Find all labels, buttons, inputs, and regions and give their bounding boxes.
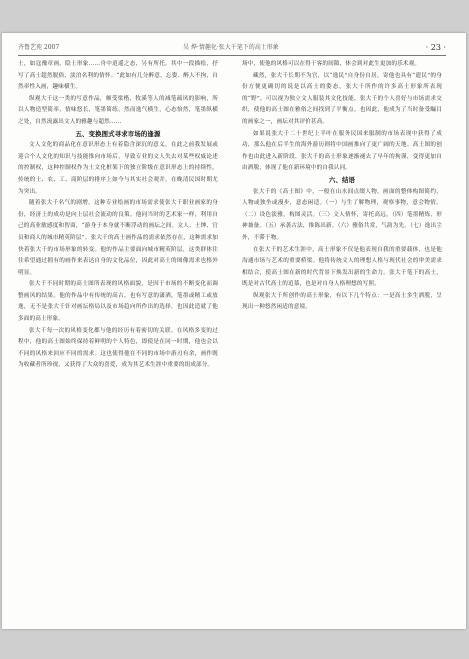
header-rule xyxy=(18,55,446,56)
paragraph: 文人文化的商品化在意识形态上有着隐含深沉的意义，在此之前我发展或迎合个人文化的知识与技能推向市场后，导致专业的文人失去对某些权威论述的控制权，这种控制权作为士文化框架下的独立阶级在意识形态上的持续性。传统的士、农、工、商阶层的排序上如今与其实社会观并，在晚清民国时期尤为突出。 xyxy=(18,142,218,195)
section-heading: 五、变换图式寻求市场的逢源 xyxy=(75,129,161,138)
left-column xyxy=(18,59,218,619)
paragraph: 张大千每一次的风格变化都与他的经历有着密切的关联。在风格多变的过程中，他的高士图始终保持着鲜明的个人特色，即使是在同一时期，他也会以不同的风格来回应不同的需求。这也使得他在不同的市场中游刃有余，画作既为收藏者所珍视，又获得了大众的喜爱，成为其艺术生涯中重要的组成部分。 xyxy=(18,327,218,369)
right-column xyxy=(242,59,442,619)
page-header xyxy=(18,42,446,54)
paragraph: 在张大千的艺术生涯中，高士形象不仅是他表现自我的重要载体，也是他沟通市场与艺术的重要桥梁。他将传统文人的理想人格与现代社会的审美需求相结合，使高士图在新的时代背景下焕发出新的生命力。张大千笔下的高士，既是对古代高士的追慕，也是对自身人格理想的写照。 xyxy=(242,246,442,288)
paragraph: 纵观张大千所创作的高士形象，有以下几个特点：一是高士多生洒脱，呈现出一种悠然闲适的意境。 xyxy=(242,292,442,311)
paragraph: 纵观大千这一类的写意作品，颇受梁楷、牧溪等人的减笔疏风的影响，所以人物造型简率，情味悠长，笔墨简练，然而逸气横生，心态怡然，笔墨纵横之处，自然流露出文人的雅趣与超然…… xyxy=(18,95,218,125)
paragraph: 如果说张大千二十世纪上半叶在服务民国来服制的市场表现中获得了成功，那么他在后半生的海外游历则将中国画推向了更广阔的天地。高士图的创作也由此进入新阶段，张大千的高士形象逐渐褪去了早年的拘谨，变得更加自由洒脱，体现了他在新环境中的自我认同。 xyxy=(242,130,442,172)
paragraph: 藏然，张大千长期不为官，以“逸民”自身份自居，寄他也具有“遗民”的身份方便更确切的说是以高士的姿态，张大千所作的许多高士形象所表现的“野”，可以视为独立文人服装其文化技能，张大千的个人喜好与市场需求交织，使他的高士图在雅俗之间找到了平衡点。也因此，他成为了当时备受瞩目的画家之一，画坛对其评价甚高。 xyxy=(242,72,442,125)
section-heading: 六、结语 xyxy=(328,175,356,184)
paragraph: 场中，使他的风格可以在得于客的间隙，体会到对此生更加的乐术观。 xyxy=(242,61,421,67)
paragraph: 张大千的《高士图》中，一般在山水间点缀人物，画面的整体构图简约，人物或独坐或漫步，意态闲适。（一）与生了解物理，观察事物，意会物情。（二）设色淡雅，构图灵活。（三）文人情怀，寄托高远。（四）笔墨精炼，形神兼备。（五）承袭古法，推陈出新。（六）雅俗共赏，气韵为先。（七）逸出尘外，不滞于物。 xyxy=(242,188,442,241)
paragraph: 随着张大千名气的剧增，这种专业绘画的市场需求使张大千职业画家的身份，经济上的成功是向上层社会流动的良策。他同当时的艺术家一样，利用自己的高业敏感度和智商，“游身于本身就不断浮动的画坛之间。文人、士绅、官员和商人的城市精英阶层”。张大千的高士画作品的需求依然存在，这种需求加快着张大千的市场形象的转变。他的作品主要面向城市精英阶层，这类群体往往希望通过拥有的画作来表达自身的文化品位，因此对高士的图像需求也格外明显。 xyxy=(18,200,218,276)
running-title: 吴 烨·情趣化·张大千笔下的高士形象 xyxy=(183,44,279,51)
document-page xyxy=(2,33,466,629)
page-number: · 23 · xyxy=(425,43,446,52)
journal-name: 齐鲁艺苑 2007 xyxy=(18,44,60,51)
paragraph: 士，如寇豫章画，隐士形象……舟中逍遥之态，另有所托。其中一段描绘，抒写了高士超然脱俗、淡泊名利的情怀。“此如有几分醉意、忘姿、醉人不拘，自然率性入画，趣味横生。 xyxy=(18,61,218,91)
paragraph: 张大千不同时期的高士图所表现的风格面貌，是因于市场的不断变化而调整画风的结果。他的作品中有传统的高古，也有写意的潇洒，笔墨或精工或放逸，无不是张大千针对画坛格局以及市场趋向所作出的选择，也因此造就了他多面的高士形象。 xyxy=(18,281,218,323)
